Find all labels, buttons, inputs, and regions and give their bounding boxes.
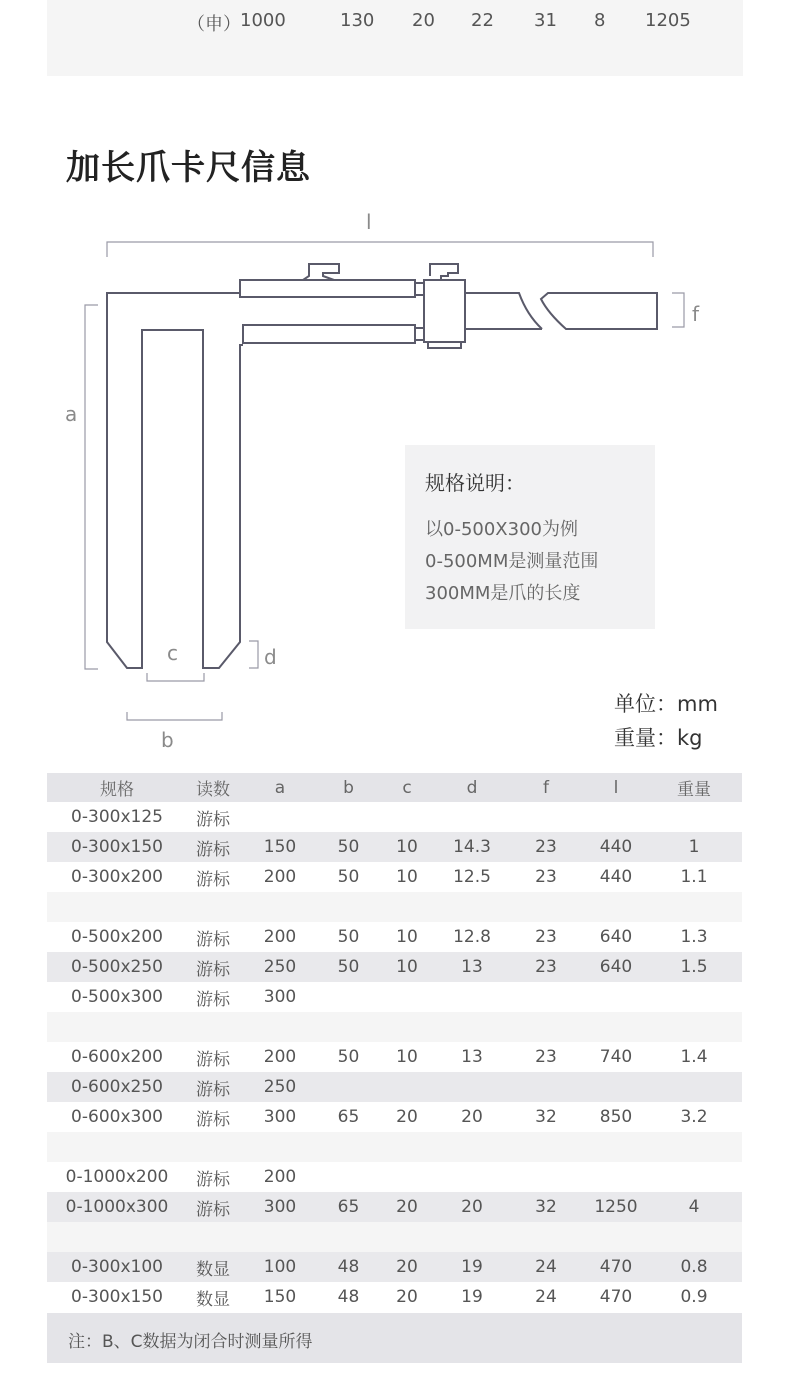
top-row-label: （申） bbox=[187, 14, 241, 35]
table-cell bbox=[376, 1162, 438, 1192]
unit-weight: 重量：kg bbox=[614, 726, 703, 750]
table-cell: 24 bbox=[506, 1252, 586, 1282]
table-cell bbox=[376, 892, 438, 922]
table-cell: 740 bbox=[599, 1047, 633, 1067]
table-cell: 32 bbox=[506, 1192, 586, 1222]
table-cell bbox=[438, 802, 506, 832]
table-cell: 200 bbox=[263, 1047, 297, 1067]
table-cell: 850 bbox=[599, 1107, 633, 1127]
dimension-a-bracket bbox=[85, 305, 98, 669]
table-cell: 10 bbox=[376, 952, 438, 982]
table-cell: 150 bbox=[263, 1287, 297, 1307]
label-b: b bbox=[161, 728, 174, 752]
label-c: c bbox=[167, 641, 178, 665]
table-cell bbox=[239, 1012, 321, 1042]
table-cell: 48 bbox=[321, 1252, 376, 1282]
table-cell bbox=[646, 1162, 742, 1192]
label-l: l bbox=[366, 210, 372, 234]
spec-table bbox=[47, 773, 742, 1312]
label-f: f bbox=[692, 302, 700, 326]
table-cell bbox=[586, 1132, 646, 1162]
table-cell: 20 bbox=[396, 1107, 418, 1127]
previous-table-tail bbox=[47, 0, 743, 76]
upper-knob bbox=[303, 264, 339, 280]
table-spacer-row bbox=[47, 1222, 742, 1252]
table-row bbox=[47, 1282, 742, 1312]
table-cell: 0-1000x200 bbox=[65, 1167, 169, 1187]
table-cell: 1.1 bbox=[680, 867, 708, 887]
header-d: d bbox=[438, 773, 506, 802]
header-l: l bbox=[586, 773, 646, 802]
table-cell bbox=[506, 892, 586, 922]
table-cell bbox=[506, 1012, 586, 1042]
table-row bbox=[47, 862, 742, 892]
table-cell bbox=[376, 1222, 438, 1252]
table-cell bbox=[646, 892, 742, 922]
table-header-row bbox=[47, 773, 742, 802]
table-cell: 0-300x100 bbox=[47, 1252, 187, 1282]
table-cell: 游标 bbox=[196, 1169, 230, 1190]
table-cell: 10 bbox=[396, 867, 418, 887]
table-cell bbox=[47, 1222, 187, 1252]
lower-rail bbox=[243, 325, 415, 343]
table-cell: 游标 bbox=[187, 1192, 239, 1222]
top-row-value: 31 bbox=[534, 10, 557, 31]
table-cell: 19 bbox=[461, 1287, 483, 1307]
caliper-diagram bbox=[0, 200, 790, 760]
table-cell: 200 bbox=[263, 867, 297, 887]
table-cell: 0-300x200 bbox=[71, 867, 163, 887]
table-cell bbox=[586, 1072, 646, 1102]
table-cell bbox=[376, 982, 438, 1012]
table-cell: 200 bbox=[263, 927, 297, 947]
table-row bbox=[47, 1162, 742, 1192]
table-cell: 游标 bbox=[187, 832, 239, 862]
table-cell: 1.4 bbox=[680, 1047, 708, 1067]
table-cell: 4 bbox=[646, 1192, 742, 1222]
table-cell: 游标 bbox=[196, 809, 230, 830]
table-cell bbox=[646, 1012, 742, 1042]
table-cell bbox=[646, 802, 742, 832]
table-cell bbox=[47, 1132, 187, 1162]
table-cell: 50 bbox=[337, 867, 360, 887]
table-cell: 50 bbox=[337, 1047, 360, 1067]
beam-left-segment bbox=[465, 293, 542, 329]
table-row bbox=[47, 1102, 742, 1132]
table-cell: 640 bbox=[586, 952, 646, 982]
table-cell: 0-300x150 bbox=[71, 1287, 163, 1307]
header-f: f bbox=[506, 773, 586, 802]
top-row-value: 8 bbox=[594, 10, 606, 31]
table-cell: 0-600x300 bbox=[71, 1107, 163, 1127]
label-a: a bbox=[65, 402, 78, 426]
table-cell: 50 bbox=[321, 832, 376, 862]
table-cell: 0.8 bbox=[646, 1252, 742, 1282]
table-cell: 0-300x125 bbox=[71, 807, 163, 827]
table-cell bbox=[586, 1012, 646, 1042]
table-cell: 200 bbox=[263, 1167, 297, 1187]
dimension-d-bracket bbox=[249, 641, 258, 668]
table-cell bbox=[321, 1222, 376, 1252]
table-cell: 12.8 bbox=[453, 927, 491, 947]
table-cell bbox=[187, 1132, 239, 1162]
table-cell: 10 bbox=[396, 1047, 418, 1067]
table-cell bbox=[646, 1072, 742, 1102]
table-row bbox=[47, 952, 742, 982]
table-cell: 20 bbox=[396, 1287, 418, 1307]
table-cell: 24 bbox=[535, 1287, 557, 1307]
spec-line: 以0-500X300为例 bbox=[425, 519, 578, 540]
slider-box bbox=[424, 280, 465, 342]
table-cell bbox=[506, 1072, 586, 1102]
top-row-value: 130 bbox=[340, 10, 375, 31]
table-cell: 20 bbox=[461, 1107, 483, 1127]
table-row bbox=[47, 1252, 742, 1282]
table-row bbox=[47, 832, 742, 862]
table-cell: 50 bbox=[321, 952, 376, 982]
table-cell bbox=[187, 1012, 239, 1042]
table-cell: 0-300x150 bbox=[47, 832, 187, 862]
table-cell bbox=[187, 892, 239, 922]
table-cell bbox=[187, 1222, 239, 1252]
table-cell: 10 bbox=[396, 927, 418, 947]
table-row bbox=[47, 1042, 742, 1072]
dimension-c-bracket bbox=[147, 673, 204, 681]
table-cell: 23 bbox=[506, 952, 586, 982]
table-cell bbox=[586, 1162, 646, 1192]
table-cell bbox=[586, 1222, 646, 1252]
table-cell bbox=[506, 982, 586, 1012]
slider-joints bbox=[415, 283, 424, 340]
unit-length: 单位：mm bbox=[614, 692, 718, 716]
table-cell: 50 bbox=[337, 927, 360, 947]
table-cell bbox=[438, 1072, 506, 1102]
table-cell bbox=[321, 1162, 376, 1192]
table-cell: 640 bbox=[599, 927, 633, 947]
table-cell bbox=[586, 982, 646, 1012]
table-cell: 1 bbox=[646, 832, 742, 862]
header-spec: 规格 bbox=[47, 773, 187, 802]
table-cell: 0-500x250 bbox=[47, 952, 187, 982]
table-cell bbox=[321, 1012, 376, 1042]
table-cell: 3.2 bbox=[680, 1107, 708, 1127]
table-cell: 470 bbox=[586, 1252, 646, 1282]
table-cell bbox=[438, 982, 506, 1012]
table-cell: 150 bbox=[239, 832, 321, 862]
table-cell: 300 bbox=[239, 1192, 321, 1222]
table-cell: 游标 bbox=[196, 989, 230, 1010]
table-row bbox=[47, 922, 742, 952]
table-cell bbox=[47, 1012, 187, 1042]
table-cell: 250 bbox=[239, 952, 321, 982]
table-cell bbox=[506, 802, 586, 832]
table-cell: 1.3 bbox=[680, 927, 708, 947]
table-cell: 470 bbox=[599, 1287, 633, 1307]
table-cell bbox=[321, 802, 376, 832]
table-cell: 440 bbox=[599, 867, 633, 887]
table-cell: 20 bbox=[376, 1252, 438, 1282]
slider-top-knob bbox=[430, 264, 458, 280]
table-cell: 19 bbox=[438, 1252, 506, 1282]
table-row bbox=[47, 1072, 742, 1102]
fixed-jaw bbox=[107, 293, 243, 668]
table-spacer-row bbox=[47, 892, 742, 922]
table-row bbox=[47, 802, 742, 832]
spec-explanation-box bbox=[405, 445, 655, 629]
table-cell bbox=[646, 1222, 742, 1252]
section-title: 加长爪卡尺信息 bbox=[66, 148, 311, 188]
table-cell: 23 bbox=[535, 927, 557, 947]
table-cell bbox=[47, 892, 187, 922]
table-cell: 14.3 bbox=[438, 832, 506, 862]
top-row-value: 1205 bbox=[645, 10, 691, 31]
table-cell bbox=[506, 1162, 586, 1192]
table-cell: 23 bbox=[506, 832, 586, 862]
table-cell: 1250 bbox=[586, 1192, 646, 1222]
table-cell: 0-1000x300 bbox=[47, 1192, 187, 1222]
table-cell: 游标 bbox=[187, 952, 239, 982]
table-cell bbox=[376, 1132, 438, 1162]
table-cell bbox=[646, 1132, 742, 1162]
table-cell: 数显 bbox=[196, 1289, 230, 1310]
table-cell bbox=[321, 1132, 376, 1162]
header-c: c bbox=[376, 773, 438, 802]
table-cell: 游标 bbox=[196, 869, 230, 890]
header-a: a bbox=[239, 773, 321, 802]
header-b: b bbox=[321, 773, 376, 802]
top-row-value: 20 bbox=[412, 10, 435, 31]
table-cell: 0.9 bbox=[680, 1287, 708, 1307]
table-cell: 游标 bbox=[196, 929, 230, 950]
table-cell: 20 bbox=[376, 1192, 438, 1222]
top-row-value: 1000 bbox=[240, 10, 286, 31]
table-cell: 20 bbox=[438, 1192, 506, 1222]
table-cell bbox=[376, 1072, 438, 1102]
table-cell: 13 bbox=[438, 952, 506, 982]
table-cell bbox=[321, 892, 376, 922]
header-reading: 读数 bbox=[187, 773, 239, 802]
table-cell bbox=[239, 1222, 321, 1252]
table-cell: 游标 bbox=[187, 1072, 239, 1102]
table-cell: 数显 bbox=[187, 1252, 239, 1282]
table-cell bbox=[438, 1012, 506, 1042]
table-cell: 300 bbox=[263, 1107, 297, 1127]
header-weight: 重量 bbox=[646, 773, 742, 802]
table-cell bbox=[586, 892, 646, 922]
table-cell bbox=[506, 1222, 586, 1252]
table-row bbox=[47, 1192, 742, 1222]
upper-rail bbox=[240, 280, 415, 297]
table-cell: 10 bbox=[376, 832, 438, 862]
table-cell bbox=[438, 1162, 506, 1192]
table-cell: 0-600x250 bbox=[47, 1072, 187, 1102]
table-cell: 100 bbox=[239, 1252, 321, 1282]
table-cell bbox=[646, 982, 742, 1012]
table-cell bbox=[438, 1222, 506, 1252]
dimension-b-bracket bbox=[127, 712, 222, 720]
table-cell bbox=[321, 1072, 376, 1102]
table-cell: 65 bbox=[321, 1192, 376, 1222]
table-row bbox=[47, 982, 742, 1012]
table-cell: 12.5 bbox=[453, 867, 491, 887]
beam-right-segment bbox=[541, 293, 657, 329]
table-cell bbox=[239, 892, 321, 922]
table-cell bbox=[438, 1132, 506, 1162]
table-cell bbox=[239, 1132, 321, 1162]
table-cell: 65 bbox=[337, 1107, 360, 1127]
table-spacer-row bbox=[47, 1132, 742, 1162]
top-row-value: 22 bbox=[471, 10, 494, 31]
table-cell: 23 bbox=[535, 867, 557, 887]
table-cell bbox=[376, 1012, 438, 1042]
table-spacer-row bbox=[47, 1012, 742, 1042]
table-cell: 游标 bbox=[196, 1049, 230, 1070]
footnote bbox=[47, 1313, 742, 1363]
table-cell bbox=[376, 802, 438, 832]
dimension-f-bracket bbox=[672, 293, 684, 327]
top-data-row bbox=[47, 10, 743, 36]
table-cell: 32 bbox=[535, 1107, 557, 1127]
table-cell bbox=[239, 802, 321, 832]
table-cell: 13 bbox=[461, 1047, 483, 1067]
label-d: d bbox=[264, 645, 277, 669]
table-cell bbox=[586, 802, 646, 832]
table-cell: 1.5 bbox=[646, 952, 742, 982]
table-cell bbox=[438, 892, 506, 922]
footnote-text: 注：B、C数据为闭合时测量所得 bbox=[68, 1332, 313, 1352]
spec-line: 0-500MM是测量范围 bbox=[425, 551, 599, 572]
spec-line: 300MM是爪的长度 bbox=[425, 583, 581, 604]
table-cell: 300 bbox=[263, 987, 297, 1007]
spec-title: 规格说明： bbox=[425, 471, 525, 495]
table-cell: 0-500x300 bbox=[71, 987, 163, 1007]
table-cell: 48 bbox=[337, 1287, 360, 1307]
table-cell: 游标 bbox=[196, 1109, 230, 1130]
table-cell: 0-500x200 bbox=[71, 927, 163, 947]
table-cell bbox=[506, 1132, 586, 1162]
table-cell: 0-600x200 bbox=[71, 1047, 163, 1067]
table-cell: 250 bbox=[239, 1072, 321, 1102]
table-cell: 440 bbox=[586, 832, 646, 862]
table-cell: 23 bbox=[535, 1047, 557, 1067]
table-cell bbox=[321, 982, 376, 1012]
dimension-l-bracket bbox=[107, 242, 653, 257]
